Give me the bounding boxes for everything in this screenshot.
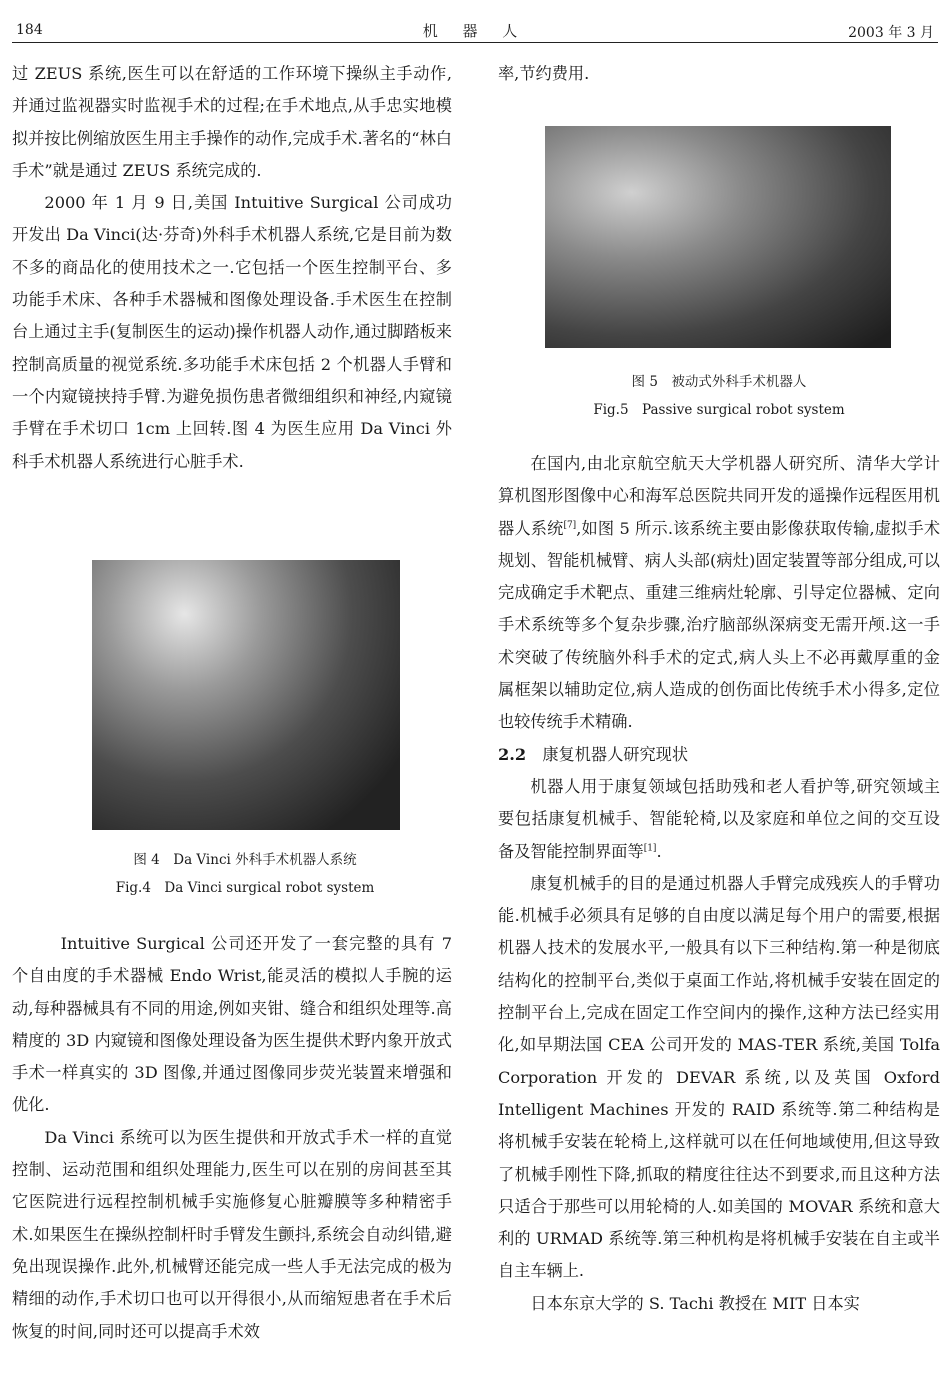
section-heading xyxy=(498,739,940,771)
figure-5-image xyxy=(545,126,891,348)
citation: [7] xyxy=(563,520,577,531)
figure-5-caption-cn: 图 5 被动式外科手术机器人 xyxy=(631,374,807,390)
figure-4-caption-en: Fig.4 Da Vinci surgical robot system xyxy=(115,880,375,896)
right-column-top xyxy=(498,58,940,90)
paragraph: 康复机械手的目的是通过机器人手臂完成残疾人的手臂功能.机械手必须具有足够的自由度以满足每个用户的需要,根据机器人技术的发展水平,一般具有以下三种结构.第一种是彻底结构化的控制平台,类似于桌面工作站,将机械手安装在固定的控制平台上,完成在固定工作空间内的操作,这种方法已经实用化,如早期法国 CEA 公司开发的 MAS-TER 系统,美国 Tolfa Corporation 开发的 DEVAR 系统,以及英国 Oxford Intelligent Machines 开发的 RAID 系统等.第二种结构是将机械手安装在轮椅上,这样就可以在任何地域使用,但这导致了机械手刚性下降,抓取的精度往往达不到要求,而且这种方法只适合于那些可以用轮椅的人.如美国的 MOVAR 系统和意大利的 URMAD 系统等.第三种机构是将机械手安装在自主或半自主车辆上. xyxy=(498,873,940,1281)
paragraph: 2000 年 1 月 9 日,美国 Intuitive Surgical 公司成功开发出 Da Vinci(达·芬奇)外科手术机器人系统,它是目前为数不多的商品化的使用技术之一.它包括一个医生控制平台、多功能手术床、各种手术器械和图像处理设备.手术医生在控制台上通过主手(复制医生的运动)操作机器人动作,通过脚踏板来控制高质量的视觉系统.多功能手术床包括 2 个机器人手臂和一个内窥镜挟持手臂.为避免损伤患者微细组织和神经,内窥镜手臂在手术切口 1cm 上回转.图 4 为医生应用 Da Vinci 外科手术机器人系统进行心脏手术. xyxy=(12,193,452,471)
figure-4-image xyxy=(92,560,400,830)
paragraph-text: . xyxy=(656,841,662,861)
paragraph-text: 机器人用于康复领域包括助残和老人看护等,研究领域主要包括康复机械手、智能轮椅,以及家庭和单位之间的交互设备及智能控制界面等 xyxy=(498,776,940,861)
left-column-lower xyxy=(12,928,452,1348)
figure-5-caption-en: Fig.5 Passive surgical robot system xyxy=(593,402,845,418)
page-header xyxy=(12,10,938,43)
citation: [1] xyxy=(643,843,657,854)
paragraph-text: 在国内,由北京航空航天大学机器人研究所、清华大学计算机图形图像中心和海军总医院共同开发的遥操作远程医用机器人系统 xyxy=(498,454,940,538)
paragraph: 率,节约费用. xyxy=(498,64,590,83)
section-title: 康复机器人研究现状 xyxy=(542,744,689,764)
paragraph: Intuitive Surgical 公司还开发了一套完整的具有 7 个自由度的手术器械 Endo Wrist,能灵活的模拟人手腕的运动,每种器械具有不同的用途,例如夹钳、缝合和组织处理等.高精度的 3D 内窥镜和图像处理设备为医生提供术野内象开放式手术一样真实的 3D 图像,并通过图像同步荧光装置来增强和优化. xyxy=(12,934,452,1115)
right-column-lower xyxy=(498,448,940,1320)
paragraph-text: ,如图 5 所示.该系统主要由影像获取传输,虚拟手术规划、智能机械臂、病人头部(病灶)固定装置等部分组成,可以完成确定手术靶点、重建三维病灶轮廓、引导定位器械、定向手术系统等多个复杂步骤,治疗脑部纵深病变无需开颅.这一手术突破了传统脑外科手术的定式,病人头上不必再戴厚重的金属框架以辅助定位,病人造成的创伤面比传统手术小得多,定位也较传统手术精确. xyxy=(498,518,941,732)
paragraph xyxy=(498,771,940,868)
section-number: 2.2 xyxy=(498,744,527,764)
figure-4-caption-cn: 图 4 Da Vinci 外科手术机器人系统 xyxy=(133,852,357,868)
issue-date: 2003 年 3 月 xyxy=(848,25,934,41)
page-number: 184 xyxy=(16,22,43,38)
paragraph xyxy=(498,448,940,739)
paragraph: 过 ZEUS 系统,医生可以在舒适的工作环境下操纵主手动作,并通过监视器实时监视手术的过程;在手术地点,从手忠实地模拟并按比例缩放医生用主手操作的动作,完成手术.著名的“林白手术”就是通过 ZEUS 系统完成的. xyxy=(12,64,452,180)
journal-title: 机 器 人 xyxy=(422,22,528,40)
paragraph: Da Vinci 系统可以为医生提供和开放式手术一样的直觉控制、运动范围和组织处理能力,医生可以在别的房间甚至其它医院进行远程控制机械手实施修复心脏瓣膜等多种精密手术.如果医生在操纵控制杆时手臂发生颤抖,系统会自动纠错,避免出现误操作.此外,机械臂还能完成一些人手无法完成的极为精细的动作,手术切口也可以开得很小,从而缩短患者在手术后恢复的时间,同时还可以提高手术效 xyxy=(12,1127,452,1341)
paragraph: 日本东京大学的 S. Tachi 教授在 MIT 日本实 xyxy=(530,1293,860,1313)
left-column xyxy=(12,58,452,478)
